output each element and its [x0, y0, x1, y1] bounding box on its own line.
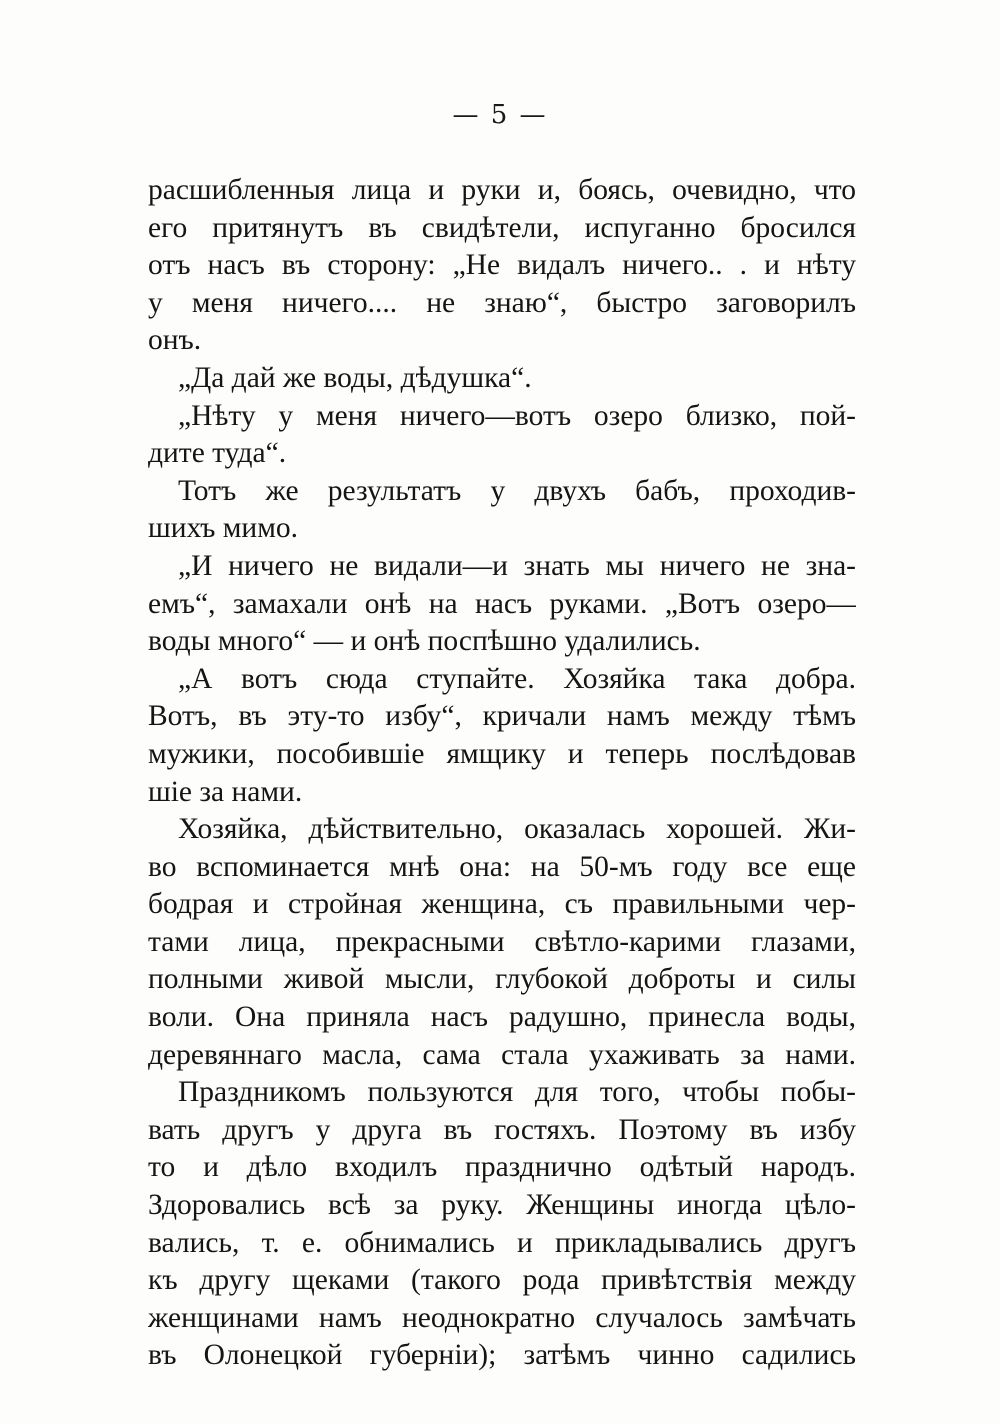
text-line: то и дѣло входилъ празднично одѣтый народъ. — [148, 1151, 856, 1184]
text-line: у меня ничего.... не знаю“, быстро заговорилъ — [148, 286, 856, 319]
text-line: женщинами намъ неоднократно случалось замѣчать — [148, 1301, 856, 1334]
text-line: во вспоминается мнѣ она: на 50-мъ году все еще — [148, 850, 856, 883]
text-line: вать другъ у друга въ гостяхъ. Поэтому въ избу — [148, 1113, 856, 1146]
text-line: бодрая и стройная женщина, съ правильными чер- — [148, 888, 856, 921]
text-line: онъ. — [148, 324, 202, 357]
text-line: вались, т. е. обнимались и прикладывались другъ — [148, 1226, 856, 1259]
text-line: мужики, пособившіе ямщику и теперь послѣдовав — [148, 737, 856, 770]
text-line: „Нѣту у меня ничего—вотъ озеро близко, пой- — [178, 399, 856, 432]
text-line: къ другу щеками (такого рода привѣтствія между — [148, 1264, 856, 1297]
page-number: — 5 — — [452, 100, 548, 130]
text-line: Хозяйка, дѣйствительно, оказалась хорошей. Жи- — [178, 813, 856, 846]
text-line: деревяннаго масла, сама стала ухаживать за нами. — [148, 1038, 856, 1071]
text-line: воды много“ — и онѣ поспѣшно удалились. — [148, 625, 701, 658]
body-text — [148, 172, 856, 1375]
text-line: шихъ мимо. — [148, 512, 299, 545]
text-line: воли. Она приняла насъ радушно, принесла воды, — [148, 1001, 856, 1034]
text-line: Праздникомъ пользуются для того, чтобы побы- — [178, 1076, 856, 1109]
text-line: „А вотъ сюда ступайте. Хозяйка така добра. — [178, 662, 856, 695]
text-line: Тотъ же результатъ у двухъ бабъ, проходив- — [178, 474, 856, 507]
text-line: полными живой мысли, глубокой доброты и силы — [148, 963, 856, 996]
text-line: Здоровались всѣ за руку. Женщины иногда цѣло- — [148, 1189, 856, 1222]
text-line: его притянутъ въ свидѣтели, испуганно бросился — [148, 211, 856, 244]
text-line: шіе за нами. — [148, 775, 303, 808]
text-line: „И ничего не видали—и знать мы ничего не зна- — [178, 549, 856, 582]
text-line: емъ“, замахали онѣ на насъ руками. „Вотъ озеро— — [148, 587, 856, 620]
text-line: расшибленныя лица и руки и, боясь, очевидно, что — [148, 174, 856, 206]
text-line: Вотъ, въ эту-то избу“, кричали намъ между тѣмъ — [148, 700, 856, 733]
text-line: „Да дай же воды, дѣдушка“. — [178, 361, 532, 394]
text-line: въ Олонецкой губерніи); затѣмъ чинно садились — [148, 1339, 856, 1372]
text-line: тами лица, прекрасными свѣтло-карими глазами, — [148, 925, 856, 958]
text-line: дите туда“. — [148, 437, 287, 470]
text-line: отъ насъ въ сторону: „Не видалъ ничего.. . и нѣту — [148, 249, 856, 282]
